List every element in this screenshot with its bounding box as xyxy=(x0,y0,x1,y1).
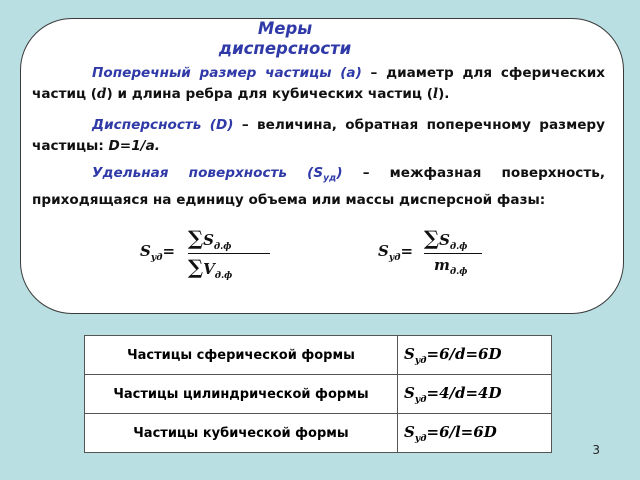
table-cell-shape: Частицы сферической формы xyxy=(85,336,398,375)
paragraph-specific-surface: Удельная поверхность $(S_{уд})$ – межфазная поверхность, приходящаяся на единицу объема или массы дисперсной фазы: xyxy=(32,165,606,208)
term-specific-surface: Удельная поверхность $(S_{уд})$ xyxy=(92,165,343,184)
paragraph-dispersity: Дисперсность (D) – величина, обратная поперечному размеру частицы: D=1/a. xyxy=(32,117,606,154)
table-row xyxy=(85,375,552,414)
table-cell-formula: $S_{уд}=4/d=4D$ xyxy=(398,375,552,414)
table-row xyxy=(85,336,552,375)
page-number: 3 xyxy=(592,443,600,457)
table-cell-shape: Частицы кубической формы xyxy=(85,414,398,453)
l-symbol: l xyxy=(432,86,439,102)
fraction-bar xyxy=(188,253,270,254)
term-dispersity: Дисперсность (D) xyxy=(92,117,234,133)
table-cell-formula: $S_{уд}=6/l=6D$ xyxy=(398,414,552,453)
shape-table xyxy=(84,335,552,453)
formula-mass: $S_{уд}=$ $\sum S_{д.ф}$ $m_{д.ф}$ xyxy=(378,226,498,282)
fraction-bar xyxy=(424,253,482,254)
table-cell-shape: Частицы цилиндрической формы xyxy=(85,375,398,414)
dispersity-formula: D=1/a. xyxy=(108,138,160,154)
table-row xyxy=(85,414,552,453)
paragraph-particle-size: Поперечный размер частицы (а) – диаметр для сферических частиц (d) и длина ребра для кубических частиц (l). xyxy=(32,65,605,102)
d-symbol: d xyxy=(97,86,107,102)
formula-volume: $S_{уд}=$ $\sum S_{д.ф}$ $\sum V_{д.ф}$ xyxy=(140,226,280,282)
term-particle-size: Поперечный размер частицы (а) xyxy=(92,65,362,81)
slide-title: Меры дисперсности xyxy=(218,19,352,58)
table-cell-formula: $S_{уд}=6/d=6D$ xyxy=(398,336,552,375)
